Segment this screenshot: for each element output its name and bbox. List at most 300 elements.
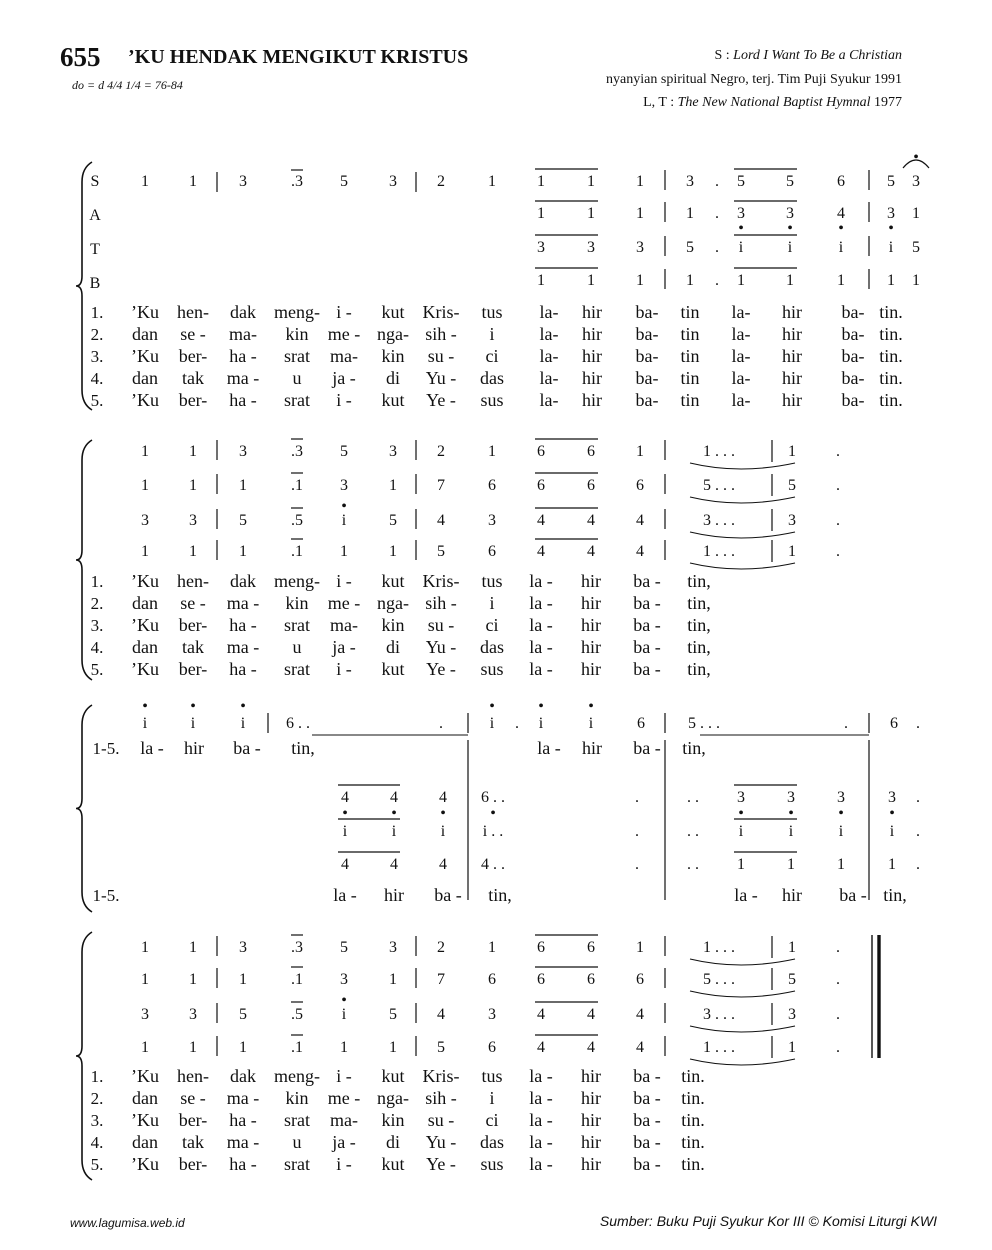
soprano-note: 1 [488, 443, 496, 460]
lyric-syllable: la - [529, 593, 553, 613]
hymn-title: ’KU HENDAK MENGIKUT KRISTUS [128, 46, 469, 68]
soprano-note: 3 [389, 443, 397, 460]
verse-number: 1. [90, 572, 104, 591]
tenor-note: .5 [291, 1006, 303, 1023]
lyric-syllable: tin. [879, 346, 903, 366]
soprano-note: 2 [437, 939, 445, 956]
tie [690, 1026, 795, 1032]
lyric-syllable: la- [539, 302, 559, 322]
lyric-syllable: tus [481, 1066, 503, 1086]
tenor-note: 3 [189, 512, 197, 529]
alto-note: 1 [239, 477, 247, 494]
tenor-note: . [916, 823, 920, 840]
soprano-note: i [588, 715, 594, 732]
soprano-note: 1 [636, 443, 644, 460]
lyric-syllable: sih - [425, 593, 457, 613]
lyric-syllable: ba- [841, 368, 865, 388]
alto-note: 6 [636, 971, 644, 988]
lyric-syllable: ba - [633, 1154, 661, 1174]
lyric-syllable: kin [285, 324, 309, 344]
lyric-syllable: sus [480, 659, 504, 679]
soprano-note: 3 [686, 173, 694, 190]
bass-note: 6 [488, 543, 496, 560]
refrain-label: 1-5. [92, 739, 120, 758]
fermata-dot: • [913, 149, 919, 166]
lt-year: 1977 [870, 95, 902, 110]
lyric-syllable: ja - [332, 637, 356, 657]
soprano-note: 6 [837, 173, 845, 190]
soprano-note: 1 . . . [703, 443, 735, 460]
tenor-note: i [738, 823, 744, 840]
lyric-syllable: la - [529, 615, 553, 635]
soprano-note: 1 [189, 173, 197, 190]
high-dot: • [787, 220, 793, 237]
lyric-syllable: tin, [687, 615, 711, 635]
lyric-syllable: kut [381, 1066, 405, 1086]
bass-note: 4 [636, 1039, 644, 1056]
lyric-syllable: tin, [488, 885, 512, 905]
lyric-syllable: ci [485, 615, 499, 635]
lyric-syllable: nga- [377, 324, 409, 344]
alto-note: 1 [686, 205, 694, 222]
soprano-note: 1 [141, 443, 149, 460]
high-dot: • [838, 805, 844, 822]
soprano-note: . [844, 715, 848, 732]
lyric-syllable: hir [782, 324, 802, 344]
alto-note: . [836, 477, 840, 494]
verse-number: 5. [90, 391, 104, 410]
refrain-label: 1-5. [92, 886, 120, 905]
lyric-syllable: tin. [681, 1110, 705, 1130]
high-dot: • [490, 805, 496, 822]
alto-note: 6 [488, 971, 496, 988]
bass-note: 4 [537, 543, 545, 560]
verse-number: 5. [90, 660, 104, 679]
soprano-note: 6 . . [286, 715, 310, 732]
lyric-syllable: das [480, 1132, 504, 1152]
alto-note: 5 . . . [703, 477, 735, 494]
lyric-syllable: hen- [177, 1066, 209, 1086]
voice-label: T [90, 241, 100, 258]
soprano-note: 3 [389, 173, 397, 190]
bass-note: 4 [587, 543, 595, 560]
soprano-note: . [836, 939, 840, 956]
lyric-syllable: ba - [434, 885, 462, 905]
soprano-note: 1 [141, 173, 149, 190]
lyric-syllable: tak [182, 637, 204, 657]
tie [690, 563, 795, 569]
lyric-syllable: ja - [332, 368, 356, 388]
alto-note: . [635, 789, 639, 806]
lyric-syllable: hir [782, 390, 802, 410]
tie [690, 497, 795, 503]
tenor-note: 3 [537, 239, 545, 256]
lyric-syllable: dan [132, 1132, 158, 1152]
lyric-syllable: kut [381, 659, 405, 679]
lyric-syllable: ba- [841, 324, 865, 344]
soprano-note: . [916, 715, 920, 732]
soprano-note: . [715, 173, 719, 190]
alto-note: . [715, 205, 719, 222]
lyric-syllable: kin [285, 593, 309, 613]
lyric-syllable: meng- [274, 302, 320, 322]
lyric-syllable: kin [381, 346, 405, 366]
alto-note: 1 [389, 971, 397, 988]
bass-note: 1 [887, 272, 895, 289]
lyric-syllable: ma- [330, 346, 358, 366]
lyric-syllable: i [489, 1088, 495, 1108]
bass-note: 5 [437, 1039, 445, 1056]
tenor-note: i [787, 239, 793, 256]
lyric-syllable: la - [537, 738, 561, 758]
lyric-syllable: ha - [229, 1154, 257, 1174]
high-dot: • [738, 220, 744, 237]
bass-note: 4 [537, 1039, 545, 1056]
alto-note: 3 [340, 477, 348, 494]
lyric-syllable: srat [284, 346, 310, 366]
tenor-note: 3 . . . [703, 1006, 735, 1023]
bass-note: 1 [788, 543, 796, 560]
origin-credit: nyanyian spiritual Negro, terj. Tim Puji Syukur 1991 [606, 72, 902, 87]
lyric-syllable: ci [485, 346, 499, 366]
lyric-syllable: sus [480, 390, 504, 410]
soprano-note: 1 [587, 173, 595, 190]
alto-note: 3 [786, 205, 794, 222]
high-dot: • [489, 698, 495, 715]
soprano-note: 6 [537, 443, 545, 460]
lyric-syllable: tin, [687, 571, 711, 591]
lyric-syllable: hir [581, 1088, 601, 1108]
soprano-note: 5 [340, 939, 348, 956]
high-dot: • [341, 992, 347, 1009]
lyric-syllable: hir [581, 1154, 601, 1174]
lyric-syllable: hir [582, 302, 602, 322]
lyric-syllable: ma - [226, 637, 260, 657]
lyric-syllable: la - [529, 1088, 553, 1108]
tenor-note: 4 [636, 1006, 644, 1023]
tenor-note: i [888, 239, 894, 256]
soprano-note: 2 [437, 443, 445, 460]
lyric-syllable: i - [336, 302, 352, 322]
lyric-syllable: hir [581, 593, 601, 613]
bass-note: 1 [239, 1039, 247, 1056]
lyric-syllable: Ye - [426, 1154, 456, 1174]
alto-note: 1 [587, 205, 595, 222]
lyric-syllable: das [480, 368, 504, 388]
lyric-syllable: la- [731, 302, 751, 322]
bass-note: 4 [390, 856, 398, 873]
lyric-syllable: ba - [839, 885, 867, 905]
tenor-note: i [391, 823, 397, 840]
lyric-syllable: kin [285, 1088, 309, 1108]
lyric-syllable: tin [680, 302, 700, 322]
alto-note: 1 [239, 971, 247, 988]
verse-number: 4. [90, 638, 104, 657]
alto-note: 3 [787, 789, 795, 806]
bass-note: 1 [786, 272, 794, 289]
lyric-syllable: u [292, 1132, 302, 1152]
lyric-syllable: ba- [841, 390, 865, 410]
system-brace [76, 705, 92, 912]
bass-note: 1 [537, 272, 545, 289]
tenor-note: 5 [389, 1006, 397, 1023]
lyric-syllable: tin. [879, 302, 903, 322]
soprano-note: i [190, 715, 196, 732]
lyric-syllable: la- [731, 346, 751, 366]
lyric-syllable: ma- [330, 615, 358, 635]
lyric-syllable: la- [731, 390, 751, 410]
lyric-syllable: tin. [879, 390, 903, 410]
lyric-syllable: hir [581, 571, 601, 591]
tenor-note: 3 [788, 1006, 796, 1023]
lyric-syllable: sus [480, 1154, 504, 1174]
lyric-syllable: meng- [274, 1066, 320, 1086]
alto-note: 4 [439, 789, 447, 806]
bass-note: 4 [439, 856, 447, 873]
tempo-key-signature: do = d 4/4 1/4 = 76-84 [72, 78, 183, 92]
alto-note: 4 [390, 789, 398, 806]
alto-note: . . [687, 789, 699, 806]
lyric-syllable: i [489, 324, 495, 344]
lyric-syllable: Kris- [422, 1066, 460, 1086]
soprano-note: 3 [912, 173, 920, 190]
lyric-syllable: hir [582, 390, 602, 410]
high-dot: • [391, 805, 397, 822]
bass-note: 1 . . . [703, 1039, 735, 1056]
soprano-note: 5 [340, 173, 348, 190]
source-title: Lord I Want To Be a Christian [733, 48, 902, 63]
tenor-note: 5 [912, 239, 920, 256]
alto-note: 5 . . . [703, 971, 735, 988]
tie [690, 532, 795, 538]
lyric-syllable: tin, [687, 593, 711, 613]
lyric-syllable: kut [381, 302, 405, 322]
alto-note: 6 [488, 477, 496, 494]
lyric-syllable: tin, [682, 738, 706, 758]
bass-note: 1 [141, 543, 149, 560]
verse-number: 2. [90, 1089, 104, 1108]
lyric-syllable: sih - [425, 324, 457, 344]
alto-note: 6 [587, 971, 595, 988]
tenor-note: 3 . . . [703, 512, 735, 529]
footer-website[interactable]: www.lagumisa.web.id [70, 1216, 185, 1230]
soprano-note: . [515, 715, 519, 732]
lyric-syllable: dak [230, 302, 256, 322]
bass-note: 1 [340, 1039, 348, 1056]
alto-note: 5 [788, 477, 796, 494]
lyric-syllable: hir [582, 368, 602, 388]
lyric-syllable: tus [481, 302, 503, 322]
lyric-syllable: hir [581, 637, 601, 657]
bass-note: 1 [239, 543, 247, 560]
tenor-note: 4 [587, 1006, 595, 1023]
lyric-syllable: se - [180, 593, 206, 613]
soprano-note: i [489, 715, 495, 732]
soprano-note: 1 [636, 939, 644, 956]
lyric-syllable: me - [327, 593, 361, 613]
lyric-syllable: Ye - [426, 390, 456, 410]
lyric-syllable: Yu - [425, 1132, 457, 1152]
bass-note: 1 [189, 543, 197, 560]
bass-note: . . [687, 856, 699, 873]
lyric-syllable: la - [529, 571, 553, 591]
lyric-syllable: hir [582, 324, 602, 344]
high-dot: • [142, 698, 148, 715]
lyric-syllable: Yu - [425, 637, 457, 657]
lyric-syllable: tak [182, 368, 204, 388]
lyric-syllable: tus [481, 571, 503, 591]
lyric-syllable: ber- [178, 615, 208, 635]
voice-label: B [89, 275, 101, 292]
bass-note: 1 [787, 856, 795, 873]
bass-note: 1 [737, 856, 745, 873]
lyric-syllable: dak [230, 571, 256, 591]
bass-note: .1 [291, 543, 303, 560]
lyric-syllable: u [292, 368, 302, 388]
lyric-syllable: ba - [633, 738, 661, 758]
bass-note: . [836, 543, 840, 560]
lyric-syllable: kin [381, 1110, 405, 1130]
voice-label: A [89, 207, 101, 224]
lyric-syllable: ma- [229, 324, 257, 344]
tenor-note: . [836, 512, 840, 529]
lt-title: The New National Baptist Hymnal [677, 95, 871, 110]
soprano-note: 1 [488, 173, 496, 190]
lyric-syllable: hir [581, 659, 601, 679]
lyric-syllable: meng- [274, 571, 320, 591]
lyric-syllable: dan [132, 637, 158, 657]
verse-number: 1. [90, 303, 104, 322]
lyric-syllable: dan [132, 593, 158, 613]
verse-number: 3. [90, 1111, 104, 1130]
lyric-syllable: ba - [633, 1088, 661, 1108]
lyric-syllable: ber- [178, 346, 208, 366]
lyric-syllable: di [385, 368, 401, 388]
lyric-syllable: Kris- [422, 302, 460, 322]
tenor-note: 4 [537, 1006, 545, 1023]
soprano-note: 5 [887, 173, 895, 190]
lyric-syllable: ber- [178, 659, 208, 679]
lyric-syllable: hen- [177, 571, 209, 591]
bass-note: 1 [389, 1039, 397, 1056]
lyric-syllable: sih - [425, 1088, 457, 1108]
lyric-syllable: di [385, 1132, 401, 1152]
tenor-note: 3 [788, 512, 796, 529]
high-dot: • [341, 498, 347, 515]
lyric-syllable: ’Ku [131, 302, 159, 322]
lyric-syllable: ber- [178, 1154, 208, 1174]
hymn-number: 655 [60, 42, 101, 72]
lyric-syllable: tin. [681, 1154, 705, 1174]
tenor-note: i [440, 823, 446, 840]
soprano-note: 1 [488, 939, 496, 956]
tenor-note: i [342, 823, 348, 840]
bass-note: 1 [587, 272, 595, 289]
bass-note: 1 [837, 856, 845, 873]
lyric-syllable: ja - [332, 1132, 356, 1152]
lyric-syllable: me - [327, 1088, 361, 1108]
lyric-syllable: la- [731, 368, 751, 388]
system-brace [76, 440, 92, 680]
tie [690, 991, 795, 997]
tenor-note: . [635, 823, 639, 840]
lyric-syllable: di [385, 637, 401, 657]
alto-note: 3 [887, 205, 895, 222]
lyric-syllable: i - [336, 1066, 352, 1086]
lyric-syllable: hir [581, 1132, 601, 1152]
lyric-syllable: srat [284, 615, 310, 635]
lyric-syllable: i - [336, 571, 352, 591]
lt-prefix: L, T : [643, 95, 678, 110]
lyric-syllable: ’Ku [131, 659, 159, 679]
lyric-syllable: tin, [291, 738, 315, 758]
tenor-note: 4 [437, 512, 445, 529]
lyric-syllable: kin [381, 615, 405, 635]
verse-number: 2. [90, 325, 104, 344]
lyric-syllable: ’Ku [131, 1110, 159, 1130]
tenor-note: 3 [141, 1006, 149, 1023]
lyric-syllable: la- [539, 368, 559, 388]
alto-note: 6 [537, 971, 545, 988]
lyric-syllable: Ye - [426, 659, 456, 679]
verse-number: 5. [90, 1155, 104, 1174]
high-dot: • [738, 805, 744, 822]
lyric-syllable: ’Ku [131, 346, 159, 366]
lyric-syllable: dak [230, 1066, 256, 1086]
bass-note: 1 [340, 543, 348, 560]
lyric-syllable: ’Ku [131, 615, 159, 635]
alto-note: 1 [141, 971, 149, 988]
alto-note: 6 [587, 477, 595, 494]
soprano-note: i [240, 715, 246, 732]
tenor-note: i [889, 823, 895, 840]
alto-note: 3 [888, 789, 896, 806]
soprano-note: 6 [537, 939, 545, 956]
soprano-note: 6 [637, 715, 645, 732]
bass-note: 4 [587, 1039, 595, 1056]
tenor-note: 5 [239, 512, 247, 529]
tenor-note: . . [687, 823, 699, 840]
soprano-note: 3 [389, 939, 397, 956]
tenor-note: 3 [636, 239, 644, 256]
bass-note: 1 [389, 543, 397, 560]
tenor-note: i [788, 823, 794, 840]
alto-note: 1 [636, 205, 644, 222]
soprano-note: i [142, 715, 148, 732]
lyric-syllable: ma - [226, 1132, 260, 1152]
alto-note: 4 [837, 205, 845, 222]
lyric-syllable: u [292, 637, 302, 657]
lyric-syllable: i - [336, 1154, 352, 1174]
alto-note: 5 [788, 971, 796, 988]
lyric-syllable: ’Ku [131, 571, 159, 591]
alto-note: 7 [437, 971, 445, 988]
lyric-syllable: srat [284, 1154, 310, 1174]
lyric-syllable: hen- [177, 302, 209, 322]
lyric-syllable: su - [427, 615, 455, 635]
soprano-note: .3 [291, 443, 303, 460]
lyric-syllable: tin [680, 346, 700, 366]
soprano-note: i [538, 715, 544, 732]
soprano-note: .3 [291, 939, 303, 956]
tie [690, 1059, 795, 1065]
lyric-syllable: srat [284, 390, 310, 410]
high-dot: • [538, 698, 544, 715]
soprano-note: 1 [189, 939, 197, 956]
voice-label: S [90, 173, 100, 190]
bass-note: . [715, 272, 719, 289]
soprano-note: 5 [786, 173, 794, 190]
